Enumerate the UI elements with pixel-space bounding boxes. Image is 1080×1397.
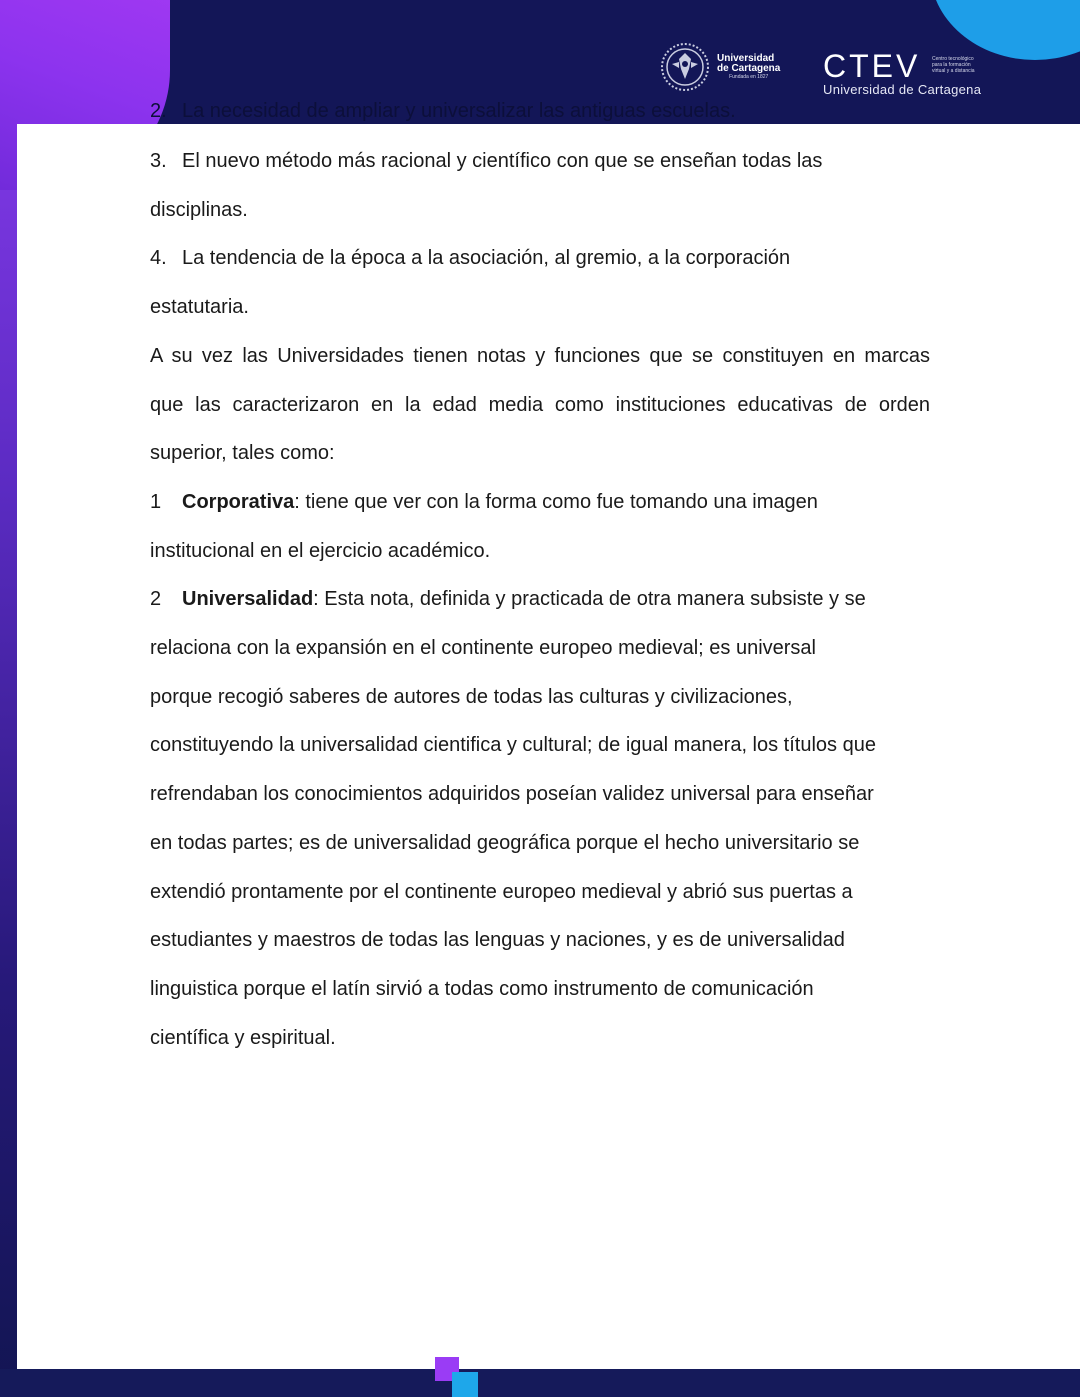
note-universalidad-line: constituyendo la universalidad cientifica y cultural; de igual manera, los títulos que [150, 734, 876, 757]
note-universalidad-line: linguistica porque el latín sirvió a todas como instrumento de comunicación [150, 977, 814, 1000]
university-name-line2: de Cartagena [717, 62, 781, 74]
note-term: Corporativa [182, 490, 295, 513]
item-text: El nuevo método más racional y científico con que se enseñan todas las [182, 150, 823, 172]
university-name-line1: Universidad [717, 52, 775, 64]
note-text: : tiene que ver con la forma como fue tomando una imagen [294, 490, 818, 513]
footer-blue-square [452, 1372, 478, 1397]
list-item-3 [150, 137, 930, 186]
note-universalidad-line: estudiantes y maestros de todas las lenguas y naciones, y es de universalidad [150, 929, 845, 952]
list-item-4-cont: estatutaria. [150, 296, 249, 319]
ctev-logo [823, 48, 982, 97]
document-body [150, 137, 930, 1062]
note-universalidad-line: relaciona con la expansión en el continente europeo medieval; es universal [150, 637, 816, 660]
ctev-tagline-line3: virtual y a distancia [932, 68, 975, 74]
ctev-tagline [932, 56, 988, 74]
ctev-university-name: Universidad de Cartagena [823, 82, 982, 97]
item-text: La necesidad de ampliar y universalizar las antiguas escuelas. [182, 100, 736, 122]
item-number: 2. [150, 100, 167, 122]
item-number: 3. [150, 150, 167, 172]
note-term: Universalidad [182, 588, 314, 611]
list-item-3-cont: disciplinas. [150, 198, 248, 221]
note-number: 1 [150, 490, 162, 513]
note-universalidad-line: extendió prontamente por el continente europeo medieval y abrió sus puertas a [150, 880, 853, 903]
note-universalidad-line: refrendaban los conocimientos adquiridos poseían validez universal para enseñar [150, 783, 874, 806]
note-corporativa [150, 478, 930, 527]
ctev-tagline-line1: Centro tecnológico [932, 56, 974, 62]
ctev-wordmark: CTEV [823, 48, 921, 84]
note-corporativa-cont: institucional en el ejercicio académico. [150, 539, 491, 562]
item-number: 4. [150, 247, 167, 270]
partial-list-item-2 [150, 99, 736, 123]
footer-band [0, 1369, 1080, 1397]
university-crest-icon [660, 42, 710, 92]
universidad-de-cartagena-logo [660, 42, 780, 92]
item-text: La tendencia de la época a la asociación, al gremio, a la corporación [182, 247, 791, 270]
note-universalidad-line: en todas partes; es de universalidad geográfica porque el hecho universitario se [150, 831, 860, 854]
note-text: : Esta nota, definida y practicada de otra manera subsiste y se [313, 588, 866, 611]
ctev-tagline-line2: para la formación [932, 62, 971, 68]
paragraph-line: superior, tales como: [150, 442, 335, 465]
note-universalidad-line: científica y espiritual. [150, 1026, 336, 1049]
list-item-4 [150, 234, 930, 283]
note-universalidad-line: porque recogió saberes de autores de todas las culturas y civilizaciones, [150, 685, 793, 708]
paragraph-line: que las caracterizaron en la edad media como instituciones educativas de orden [150, 393, 930, 416]
note-number: 2 [150, 588, 162, 611]
note-universalidad [150, 575, 930, 624]
university-founded: Fundada en 1827 [729, 73, 769, 80]
paragraph-line: A su vez las Universidades tienen notas y funciones que se constituyen en marcas [150, 344, 930, 367]
